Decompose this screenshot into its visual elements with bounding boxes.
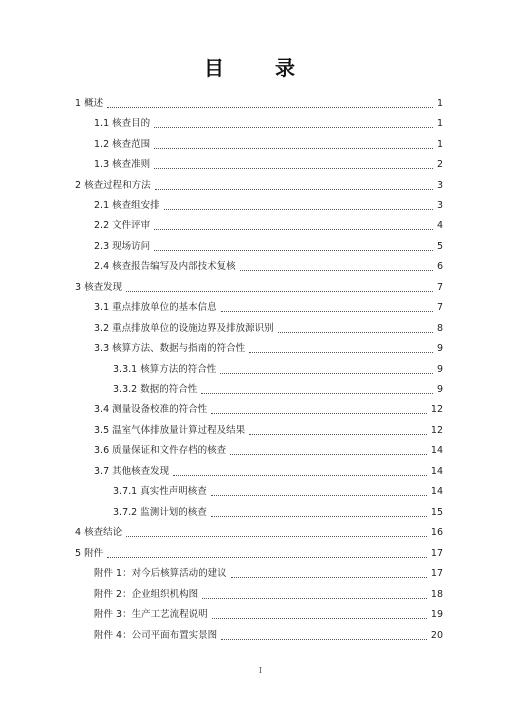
toc-entry-page: 12: [430, 404, 443, 415]
toc-entry-appendix-3[interactable]: [94, 607, 443, 623]
toc-entry-2-2[interactable]: [94, 218, 443, 234]
toc-entry-label: 3.1 重点排放单位的基本信息: [94, 302, 217, 313]
toc-entry-3-5[interactable]: [94, 423, 443, 439]
toc-entry-label: 附件 3：生产工艺流程说明: [94, 609, 208, 620]
toc-entry-3-3-2[interactable]: [113, 382, 443, 398]
toc-leader-dots: [155, 188, 433, 190]
toc-entry-label: 5 附件: [75, 548, 104, 559]
toc-leader-dots: [154, 249, 433, 251]
toc-leader-dots: [211, 515, 427, 517]
toc-entry-appendix-1[interactable]: [94, 566, 443, 582]
toc-leader-dots: [249, 433, 427, 435]
toc-entry-page: 18: [430, 589, 443, 600]
toc-entry-label: 3.3.1 核算方法的符合性: [113, 364, 217, 375]
toc-entry-label: 3.7.2 监测计划的核查: [113, 507, 207, 518]
toc-entry-3-4[interactable]: [94, 402, 443, 418]
toc-entry-label: 3.4 测量设备校准的符合性: [94, 404, 208, 415]
toc-entry-label: 附件 1：对今后核算活动的建议: [94, 568, 227, 579]
toc-entry-1-1[interactable]: [94, 116, 443, 132]
toc-entry-page: 1: [436, 118, 443, 129]
toc-entry-page: 12: [430, 425, 443, 436]
toc-entry-page: 16: [430, 527, 443, 538]
toc-leader-dots: [230, 453, 427, 455]
toc-entry-page: 4: [436, 220, 443, 231]
toc-leader-dots: [154, 167, 433, 169]
toc-entry-label: 1.1 核查目的: [94, 118, 151, 129]
toc-entry-page: 6: [436, 261, 443, 272]
toc-entry-label: 3 核查发现: [75, 282, 123, 293]
toc-leader-dots: [154, 228, 433, 230]
toc-entry-label: 3.3 核算方法、数据与指南的符合性: [94, 343, 246, 354]
toc-entry-page: 9: [436, 384, 443, 395]
toc-leader-dots: [164, 208, 433, 210]
toc-leader-dots: [249, 351, 433, 353]
toc-entry-label: 3.7.1 真实性声明核查: [113, 486, 207, 497]
toc-entry-5[interactable]: [75, 546, 443, 562]
toc-entry-page: 1: [436, 139, 443, 150]
toc-entry-label: 2.2 文件评审: [94, 220, 151, 231]
toc-entry-page: 15: [430, 507, 443, 518]
toc-entry-3-1[interactable]: [94, 300, 443, 316]
toc-entry-3-3[interactable]: [94, 341, 443, 357]
toc-leader-dots: [211, 412, 427, 414]
toc-leader-dots: [220, 372, 433, 374]
toc-entry-page: 14: [430, 445, 443, 456]
toc-leader-dots: [202, 597, 427, 599]
toc-leader-dots: [212, 617, 427, 619]
toc-entry-page: 9: [436, 364, 443, 375]
toc-leader-dots: [278, 331, 433, 333]
toc-entry-label: 3.7 其他核查发现: [94, 466, 170, 477]
toc-entry-4[interactable]: [75, 525, 443, 541]
toc-entry-label: 2.1 核查组安排: [94, 200, 160, 211]
toc-entry-page: 20: [430, 630, 443, 641]
page-title: 目 录: [204, 56, 317, 80]
toc-entry-3-2[interactable]: [94, 321, 443, 337]
toc-entry-1-2[interactable]: [94, 137, 443, 153]
toc-entry-page: 7: [436, 282, 443, 293]
toc-leader-dots: [240, 269, 433, 271]
toc-leader-dots: [154, 126, 433, 128]
toc-entry-label: 1.2 核查范围: [94, 139, 151, 150]
toc-entry-label: 3.6 质量保证和文件存档的核查: [94, 445, 227, 456]
toc-entry-3-3-1[interactable]: [113, 362, 443, 378]
toc-entry-page: 3: [436, 180, 443, 191]
toc-entry-2-3[interactable]: [94, 239, 443, 255]
toc-entry-3-7[interactable]: [94, 464, 443, 480]
toc-entry-page: 7: [436, 302, 443, 313]
toc-leader-dots: [126, 290, 433, 292]
toc-entry-appendix-2[interactable]: [94, 587, 443, 603]
toc-leader-dots: [107, 106, 433, 108]
toc-entry-page: 3: [436, 200, 443, 211]
toc-entry-1[interactable]: [75, 96, 443, 112]
toc-entry-label: 3.5 温室气体排放量计算过程及结果: [94, 425, 246, 436]
toc-entry-page: 5: [436, 241, 443, 252]
toc-entry-page: 14: [430, 466, 443, 477]
toc-leader-dots: [221, 310, 433, 312]
toc-entry-page: 19: [430, 609, 443, 620]
toc-entry-label: 2.3 现场访问: [94, 241, 151, 252]
toc-entry-label: 2 核查过程和方法: [75, 180, 151, 191]
toc-entry-label: 1.3 核查准则: [94, 159, 151, 170]
toc-entry-page: 1: [436, 98, 443, 109]
toc-leader-dots: [126, 535, 427, 537]
page-number-footer: I: [258, 666, 263, 675]
toc-entry-page: 17: [430, 548, 443, 559]
toc-entry-2-4[interactable]: [94, 259, 443, 275]
toc-entry-page: 2: [436, 159, 443, 170]
toc-entry-3-7-2[interactable]: [113, 505, 443, 521]
toc-leader-dots: [201, 392, 433, 394]
toc-entry-3-7-1[interactable]: [113, 484, 443, 500]
toc-entry-page: 8: [436, 323, 443, 334]
toc-entry-label: 2.4 核查报告编写及内部技术复核: [94, 261, 236, 272]
toc-entry-page: 14: [430, 486, 443, 497]
toc-leader-dots: [211, 494, 427, 496]
toc-entry-appendix-4[interactable]: [94, 628, 443, 644]
toc-entry-2[interactable]: [75, 178, 443, 194]
toc-leader-dots: [221, 638, 427, 640]
toc-entry-page: 9: [436, 343, 443, 354]
toc-entry-label: 3.2 重点排放单位的设施边界及排放源识别: [94, 323, 274, 334]
toc-entry-label: 4 核查结论: [75, 527, 123, 538]
toc-leader-dots: [154, 147, 433, 149]
toc-entry-label: 附件 2：企业组织机构图: [94, 589, 199, 600]
toc-entry-2-1[interactable]: [94, 198, 443, 214]
toc-entry-3[interactable]: [75, 280, 443, 296]
toc-leader-dots: [173, 474, 427, 476]
toc-entry-label: 1 概述: [75, 98, 104, 109]
toc-entry-page: 17: [430, 568, 443, 579]
toc-entry-3-6[interactable]: [94, 443, 443, 459]
toc-leader-dots: [231, 576, 427, 578]
toc-entry-label: 附件 4：公司平面布置实景图: [94, 630, 218, 641]
toc-entry-label: 3.3.2 数据的符合性: [113, 384, 198, 395]
toc-entry-1-3[interactable]: [94, 157, 443, 173]
toc-leader-dots: [107, 556, 427, 558]
